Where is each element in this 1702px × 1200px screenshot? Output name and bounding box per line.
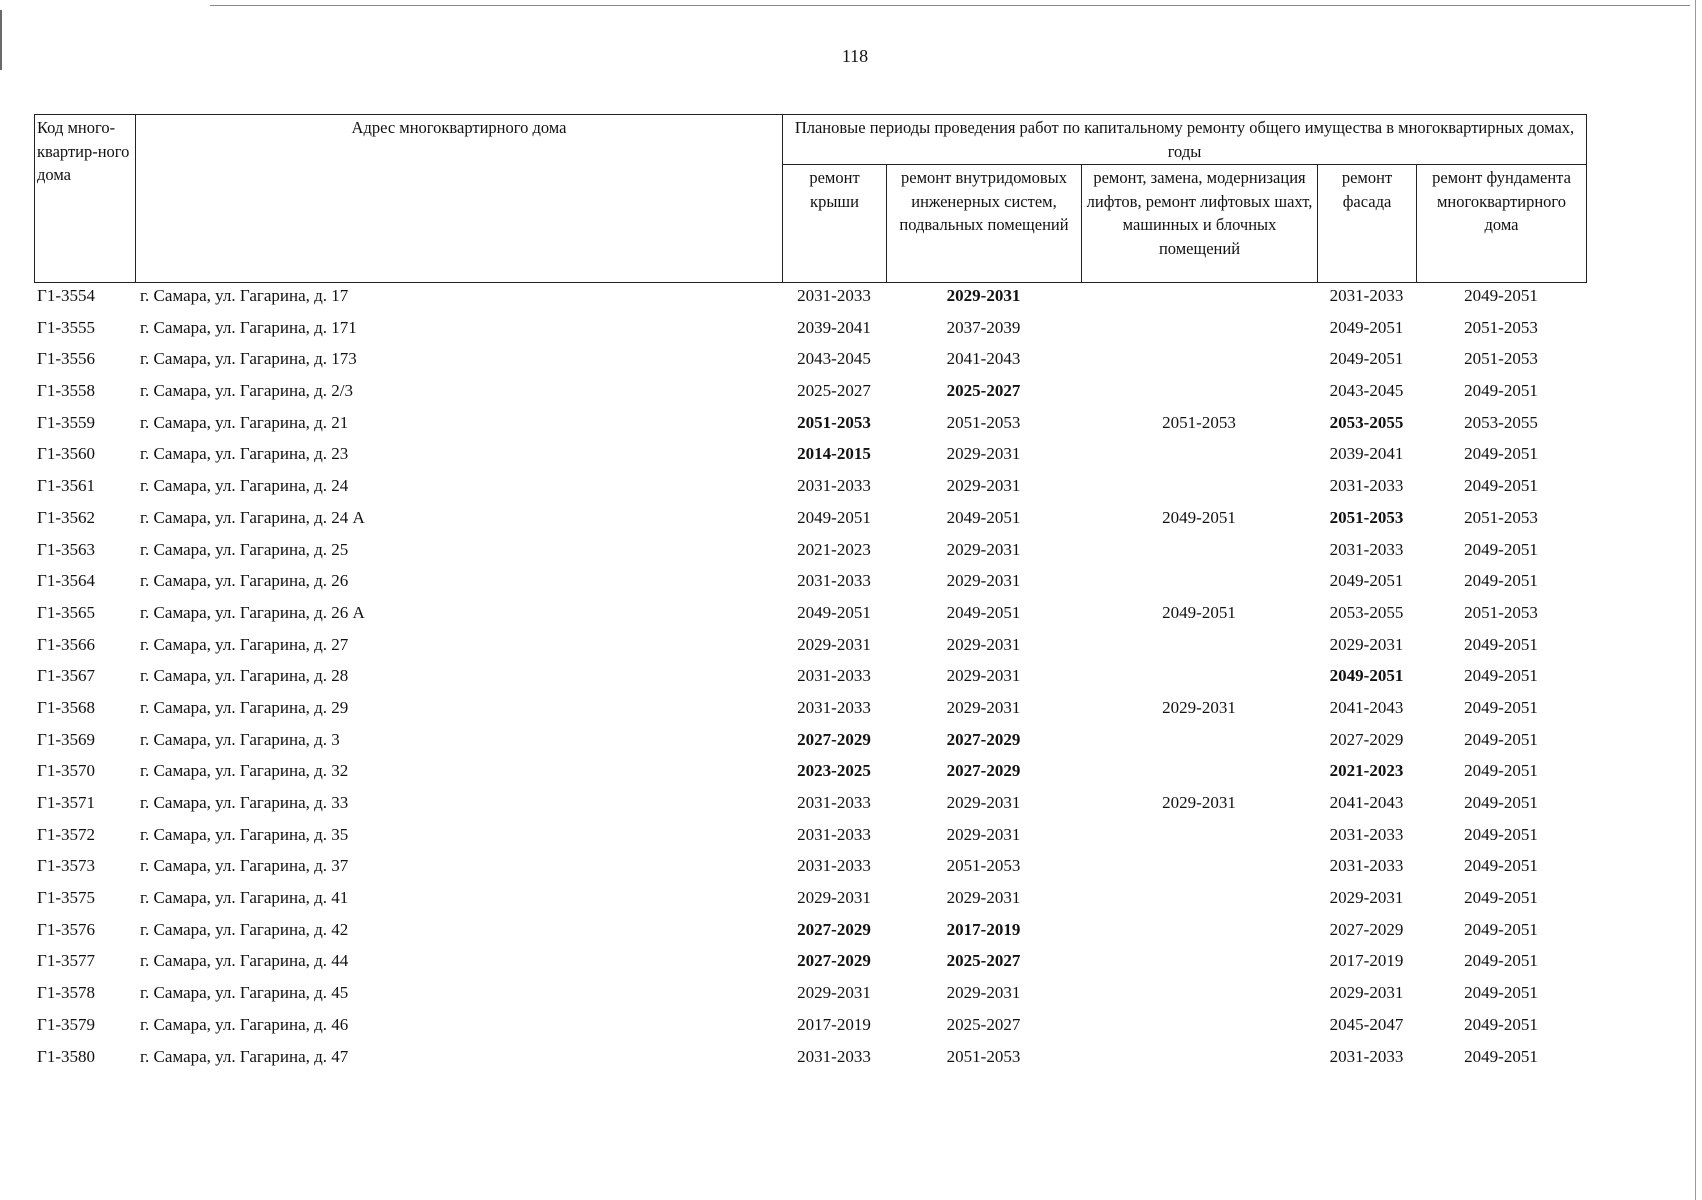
cell-engineering: 2029-2031 xyxy=(946,824,1021,844)
cell-engineering: 2037-2039 xyxy=(946,317,1021,337)
data-table xyxy=(34,286,1586,1078)
cell-engineering: 2027-2029 xyxy=(946,761,1021,781)
cell-engineering: 2041-2043 xyxy=(946,349,1021,369)
header-elevators: ремонт, замена, модернизация лифтов, ремонт лифтовых шахт, машинных и блочных помещений xyxy=(1082,165,1318,283)
cell-facade: 2027-2029 xyxy=(1329,919,1404,939)
table-row xyxy=(34,730,1586,762)
cell-roof: 2031-2033 xyxy=(797,793,871,812)
cell-code: Г1-3570 xyxy=(37,761,95,781)
cell-elevators xyxy=(1081,983,1317,1015)
header-roof: ремонт крыши xyxy=(783,165,887,283)
cell-roof: 2051-2053 xyxy=(797,412,871,432)
cell-foundation: 2049-2051 xyxy=(1464,824,1538,844)
cell-foundation: 2051-2053 xyxy=(1464,349,1538,369)
cell-roof: 2031-2033 xyxy=(797,856,871,876)
table-row xyxy=(34,381,1586,413)
cell-address: г. Самара, ул. Гагарина, д. 26 xyxy=(140,571,349,591)
cell-address: г. Самара, ул. Гагарина, д. 41 xyxy=(140,888,349,908)
cell-address: г. Самара, ул. Гагарина, д. 32 xyxy=(140,761,349,781)
table-row xyxy=(34,666,1586,698)
cell-code: Г1-3572 xyxy=(37,824,95,844)
cell-engineering: 2049-2051 xyxy=(946,507,1021,527)
cell-address: г. Самара, ул. Гагарина, д. 42 xyxy=(140,919,349,939)
table-row xyxy=(34,571,1586,603)
cell-foundation: 2049-2051 xyxy=(1464,729,1538,749)
cell-facade: 2039-2041 xyxy=(1329,444,1404,464)
table-row xyxy=(34,698,1586,730)
cell-facade: 2031-2033 xyxy=(1329,539,1404,559)
cell-elevators xyxy=(1081,349,1317,381)
header-engineering: ремонт внутридомовых инженерных систем, подвальных помещений xyxy=(887,165,1082,283)
table-row xyxy=(34,349,1586,381)
cell-roof: 2025-2027 xyxy=(797,381,871,401)
cell-engineering: 2029-2031 xyxy=(946,793,1021,812)
cell-code: Г1-3569 xyxy=(37,729,95,749)
cell-elevators xyxy=(1081,1047,1317,1079)
table-row xyxy=(34,825,1586,857)
table-row xyxy=(34,856,1586,888)
cell-address: г. Самара, ул. Гагарина, д. 23 xyxy=(140,444,349,464)
header-foundation: ремонт фундамента многоквартирного дома xyxy=(1417,165,1587,283)
cell-address: г. Самара, ул. Гагарина, д. 33 xyxy=(140,793,349,812)
cell-foundation: 2049-2051 xyxy=(1464,666,1538,686)
cell-facade: 2031-2033 xyxy=(1329,476,1404,496)
cell-roof: 2049-2051 xyxy=(797,602,871,622)
cell-foundation: 2049-2051 xyxy=(1464,381,1538,401)
table-row xyxy=(34,1015,1586,1047)
cell-address: г. Самара, ул. Гагарина, д. 37 xyxy=(140,856,349,876)
cell-address: г. Самара, ул. Гагарина, д. 44 xyxy=(140,951,349,971)
cell-elevators xyxy=(1081,761,1317,793)
cell-facade: 2045-2047 xyxy=(1329,1014,1404,1034)
cell-elevators xyxy=(1081,540,1317,572)
table-row xyxy=(34,951,1586,983)
cell-code: Г1-3573 xyxy=(37,856,95,876)
cell-code: Г1-3559 xyxy=(37,412,95,432)
cell-roof: 2031-2033 xyxy=(797,286,871,305)
cell-facade: 2031-2033 xyxy=(1329,856,1404,876)
cell-engineering: 2029-2031 xyxy=(946,539,1021,559)
cell-facade: 2041-2043 xyxy=(1329,793,1404,812)
cell-engineering: 2051-2053 xyxy=(946,856,1021,876)
cell-address: г. Самара, ул. Гагарина, д. 45 xyxy=(140,983,349,1003)
cell-address: г. Самара, ул. Гагарина, д. 26 А xyxy=(140,602,365,622)
cell-facade: 2017-2019 xyxy=(1329,951,1404,971)
cell-foundation: 2049-2051 xyxy=(1464,919,1538,939)
cell-roof: 2031-2033 xyxy=(797,666,871,686)
cell-engineering: 2029-2031 xyxy=(946,444,1021,464)
cell-code: Г1-3579 xyxy=(37,1014,95,1034)
cell-foundation: 2053-2055 xyxy=(1464,412,1538,432)
cell-facade: 2029-2031 xyxy=(1329,983,1404,1003)
cell-foundation: 2049-2051 xyxy=(1464,888,1538,908)
cell-facade: 2049-2051 xyxy=(1329,349,1404,369)
header-facade: ремонт фасада xyxy=(1318,165,1417,283)
table-body xyxy=(34,286,1586,1078)
table-row xyxy=(34,635,1586,667)
cell-foundation: 2049-2051 xyxy=(1464,793,1538,812)
cell-code: Г1-3567 xyxy=(37,666,95,686)
cell-elevators: 2049-2051 xyxy=(1162,602,1236,622)
cell-engineering: 2029-2031 xyxy=(946,571,1021,591)
cell-foundation: 2049-2051 xyxy=(1464,286,1538,305)
cell-elevators xyxy=(1081,318,1317,350)
cell-address: г. Самара, ул. Гагарина, д. 28 xyxy=(140,666,349,686)
table-row xyxy=(34,888,1586,920)
cell-roof: 2039-2041 xyxy=(797,317,871,337)
cell-elevators: 2049-2051 xyxy=(1162,507,1236,527)
cell-facade: 2049-2051 xyxy=(1329,666,1404,686)
cell-elevators xyxy=(1081,888,1317,920)
cell-engineering: 2029-2031 xyxy=(946,983,1021,1003)
cell-engineering: 2029-2031 xyxy=(946,286,1021,305)
cell-code: Г1-3575 xyxy=(37,888,95,908)
cell-roof: 2029-2031 xyxy=(797,888,871,908)
cell-foundation: 2051-2053 xyxy=(1464,507,1538,527)
cell-elevators xyxy=(1081,1015,1317,1047)
cell-code: Г1-3562 xyxy=(37,507,95,527)
table-row xyxy=(34,286,1586,318)
table-row xyxy=(34,1047,1586,1079)
scan-edge-top xyxy=(210,5,1690,6)
cell-roof: 2029-2031 xyxy=(797,983,871,1003)
cell-facade: 2049-2051 xyxy=(1329,571,1404,591)
cell-elevators xyxy=(1081,666,1317,698)
cell-roof: 2031-2033 xyxy=(797,571,871,591)
cell-address: г. Самара, ул. Гагарина, д. 46 xyxy=(140,1014,349,1034)
cell-foundation: 2049-2051 xyxy=(1464,476,1538,496)
cell-address: г. Самара, ул. Гагарина, д. 171 xyxy=(140,317,357,337)
cell-roof: 2021-2023 xyxy=(797,539,871,559)
cell-facade: 2029-2031 xyxy=(1329,634,1404,654)
cell-foundation: 2049-2051 xyxy=(1464,1014,1538,1034)
cell-facade: 2031-2033 xyxy=(1329,286,1404,305)
cell-code: Г1-3577 xyxy=(37,951,95,971)
cell-engineering: 2029-2031 xyxy=(946,476,1021,496)
cell-code: Г1-3563 xyxy=(37,539,95,559)
cell-facade: 2049-2051 xyxy=(1329,317,1404,337)
cell-engineering: 2025-2027 xyxy=(946,381,1021,401)
cell-roof: 2017-2019 xyxy=(797,1014,871,1034)
cell-facade: 2051-2053 xyxy=(1329,507,1404,527)
cell-foundation: 2049-2051 xyxy=(1464,634,1538,654)
cell-facade: 2031-2033 xyxy=(1329,1046,1404,1066)
cell-elevators: 2029-2031 xyxy=(1162,793,1236,812)
cell-engineering: 2029-2031 xyxy=(946,697,1021,717)
cell-code: Г1-3576 xyxy=(37,919,95,939)
table-row xyxy=(34,793,1586,825)
cell-elevators xyxy=(1081,856,1317,888)
cell-roof: 2031-2033 xyxy=(797,476,871,496)
cell-address: г. Самара, ул. Гагарина, д. 47 xyxy=(140,1046,349,1066)
cell-roof: 2029-2031 xyxy=(797,634,871,654)
cell-foundation: 2049-2051 xyxy=(1464,983,1538,1003)
cell-code: Г1-3565 xyxy=(37,602,95,622)
cell-address: г. Самара, ул. Гагарина, д. 3 xyxy=(140,729,340,749)
cell-address: г. Самара, ул. Гагарина, д. 17 xyxy=(140,286,349,305)
cell-code: Г1-3578 xyxy=(37,983,95,1003)
cell-address: г. Самара, ул. Гагарина, д. 29 xyxy=(140,697,349,717)
cell-engineering: 2025-2027 xyxy=(946,951,1021,971)
table-row xyxy=(34,920,1586,952)
cell-facade: 2053-2055 xyxy=(1329,602,1404,622)
cell-facade: 2043-2045 xyxy=(1329,381,1404,401)
cell-engineering: 2049-2051 xyxy=(946,602,1021,622)
cell-address: г. Самара, ул. Гагарина, д. 21 xyxy=(140,412,349,432)
cell-code: Г1-3555 xyxy=(37,317,95,337)
table-row xyxy=(34,540,1586,572)
cell-address: г. Самара, ул. Гагарина, д. 24 А xyxy=(140,507,365,527)
cell-address: г. Самара, ул. Гагарина, д. 27 xyxy=(140,634,349,654)
cell-foundation: 2051-2053 xyxy=(1464,317,1538,337)
cell-facade: 2053-2055 xyxy=(1329,412,1404,432)
cell-roof: 2027-2029 xyxy=(797,951,871,971)
cell-roof: 2031-2033 xyxy=(797,697,871,717)
cell-code: Г1-3564 xyxy=(37,571,95,591)
cell-elevators xyxy=(1081,920,1317,952)
cell-code: Г1-3558 xyxy=(37,381,95,401)
cell-foundation: 2051-2053 xyxy=(1464,602,1538,622)
cell-elevators: 2029-2031 xyxy=(1162,697,1236,717)
cell-engineering: 2051-2053 xyxy=(946,412,1021,432)
cell-engineering: 2017-2019 xyxy=(946,919,1021,939)
cell-foundation: 2049-2051 xyxy=(1464,571,1538,591)
cell-facade: 2041-2043 xyxy=(1329,697,1404,717)
header-address: Адрес многоквартирного дома xyxy=(136,115,783,283)
table-row xyxy=(34,508,1586,540)
cell-roof: 2049-2051 xyxy=(797,507,871,527)
cell-foundation: 2049-2051 xyxy=(1464,761,1538,781)
cell-engineering: 2029-2031 xyxy=(946,888,1021,908)
cell-roof: 2031-2033 xyxy=(797,824,871,844)
cell-code: Г1-3566 xyxy=(37,634,95,654)
cell-roof: 2014-2015 xyxy=(797,444,871,464)
cell-foundation: 2049-2051 xyxy=(1464,444,1538,464)
cell-code: Г1-3560 xyxy=(37,444,95,464)
cell-engineering: 2027-2029 xyxy=(946,729,1021,749)
cell-code: Г1-3556 xyxy=(37,349,95,369)
cell-elevators xyxy=(1081,444,1317,476)
cell-elevators xyxy=(1081,635,1317,667)
cell-address: г. Самара, ул. Гагарина, д. 173 xyxy=(140,349,357,369)
table-header xyxy=(34,114,1587,283)
table-row xyxy=(34,603,1586,635)
table-row xyxy=(34,318,1586,350)
cell-foundation: 2049-2051 xyxy=(1464,951,1538,971)
cell-elevators xyxy=(1081,825,1317,857)
cell-address: г. Самара, ул. Гагарина, д. 24 xyxy=(140,476,349,496)
page-number: 118 xyxy=(841,46,869,66)
cell-address: г. Самара, ул. Гагарина, д. 2/3 xyxy=(140,381,353,401)
cell-address: г. Самара, ул. Гагарина, д. 25 xyxy=(140,539,349,559)
cell-engineering: 2025-2027 xyxy=(946,1014,1021,1034)
cell-engineering: 2029-2031 xyxy=(946,666,1021,686)
table-row xyxy=(34,761,1586,793)
cell-code: Г1-3568 xyxy=(37,697,95,717)
cell-elevators xyxy=(1081,286,1317,318)
cell-code: Г1-3571 xyxy=(37,793,95,812)
cell-elevators xyxy=(1081,951,1317,983)
table-row xyxy=(34,476,1586,508)
cell-elevators xyxy=(1081,730,1317,762)
cell-foundation: 2049-2051 xyxy=(1464,856,1538,876)
table-row xyxy=(34,413,1586,445)
cell-elevators: 2051-2053 xyxy=(1162,412,1236,432)
header-periods-title: Плановые периоды проведения работ по капитальному ремонту общего имущества в многоквартирных домах, годы xyxy=(783,115,1587,165)
cell-facade: 2031-2033 xyxy=(1329,824,1404,844)
header-code: Код много-квартир-ного дома xyxy=(35,115,136,283)
cell-engineering: 2029-2031 xyxy=(946,634,1021,654)
scan-edge-left xyxy=(0,10,2,70)
cell-roof: 2027-2029 xyxy=(797,729,871,749)
cell-elevators xyxy=(1081,381,1317,413)
table-row xyxy=(34,983,1586,1015)
cell-elevators xyxy=(1081,571,1317,603)
cell-foundation: 2049-2051 xyxy=(1464,1046,1538,1066)
cell-facade: 2029-2031 xyxy=(1329,888,1404,908)
cell-address: г. Самара, ул. Гагарина, д. 35 xyxy=(140,824,349,844)
cell-roof: 2031-2033 xyxy=(797,1046,871,1066)
cell-code: Г1-3561 xyxy=(37,476,95,496)
cell-engineering: 2051-2053 xyxy=(946,1046,1021,1066)
cell-roof: 2043-2045 xyxy=(797,349,871,369)
cell-code: Г1-3554 xyxy=(37,286,95,305)
cell-roof: 2023-2025 xyxy=(797,761,871,781)
cell-facade: 2021-2023 xyxy=(1329,761,1404,781)
cell-foundation: 2049-2051 xyxy=(1464,539,1538,559)
cell-facade: 2027-2029 xyxy=(1329,729,1404,749)
scan-edge-right xyxy=(1695,0,1696,1200)
cell-code: Г1-3580 xyxy=(37,1046,95,1066)
cell-roof: 2027-2029 xyxy=(797,919,871,939)
cell-elevators xyxy=(1081,476,1317,508)
table-row xyxy=(34,444,1586,476)
cell-foundation: 2049-2051 xyxy=(1464,697,1538,717)
